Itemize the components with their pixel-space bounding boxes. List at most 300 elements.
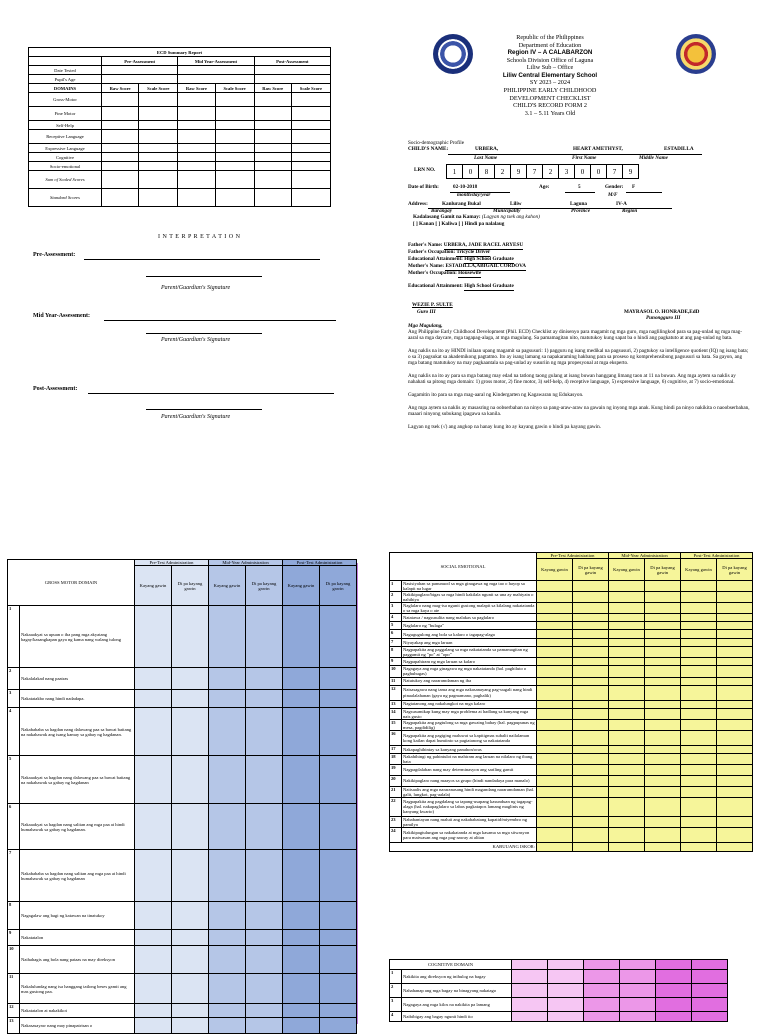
checkbox-cell[interactable]	[645, 603, 681, 614]
gm-item: Naihahagis ang bola nang pataas na may direksyon	[20, 946, 135, 974]
ecd-domain-row: Cognitive	[29, 153, 102, 162]
province-value[interactable]: Laguna	[570, 201, 588, 207]
mother-occ-value[interactable]: Housewife	[458, 270, 482, 276]
ecd-standard-label: Standard Scores	[29, 189, 102, 207]
mother-name-row: Mother's Name: ESTADILLA,ABIGAIL CORDOVA	[408, 263, 526, 269]
checkbox-cell[interactable]	[609, 614, 645, 622]
age-value[interactable]: 5	[578, 184, 581, 190]
group-header: Post-Test Administration	[681, 553, 753, 559]
checkbox-cell[interactable]	[573, 658, 609, 666]
checkbox-cell[interactable]	[717, 719, 753, 730]
checkbox-cell[interactable]	[681, 708, 717, 719]
checkbox-cell[interactable]	[645, 622, 681, 630]
se-item: Naiisaalis ang mga nararanasang hindi magandang nararamdaman (hal. galit, lungkot, pag-aalala)	[402, 786, 537, 797]
checkbox-cell[interactable]	[573, 677, 609, 685]
table-row: 6 Nakaaakyat sa hagdan nang salitan ang mga paa at hindi humahawak sa gabay ng hagdanan.	[8, 804, 357, 850]
checkbox-cell[interactable]	[573, 708, 609, 719]
checkbox-cell[interactable]	[717, 764, 753, 775]
lrn-digit[interactable]: 0	[575, 165, 591, 179]
table-row	[390, 753, 753, 764]
principal-name: MAYRASOL O. HONRADE,EdD	[624, 309, 700, 315]
table-row	[390, 745, 753, 753]
checkbox-cell[interactable]	[609, 753, 645, 764]
se-item: Nagpapakita ang pagiging maluwat sa kapitigmas subalit nailalaman kong kailan dapat humiinto sa pagtatanong sa nakatatanda	[402, 730, 537, 745]
ecd-score-header: Raw Score	[178, 84, 215, 93]
se-item: Nagugugulong ang bola sa kalaro o tagapag-alaga	[402, 630, 537, 639]
gm-item: Nakatatakbo nang hindi nadadapa.	[20, 690, 135, 708]
letter-paragraph: Ang Philippine Early Childhood Development (Phil. ECD) Checklist ay dinisenyo para magamit ng mga guro, mga naglilingkod para sa pag-unlad ng mga mag-aaral sa mga daycare, mga tagapag-alaga, at mga magulang. Sa pamamagitan nito, matutukoy kung sapat ba o hindi ang pagkatuto at ang pag-unlad ng bata.	[408, 328, 742, 341]
checkbox-cell[interactable]	[717, 658, 753, 666]
table-row: 3 Nakatatakbo nang hindi nadadapa.	[8, 690, 357, 708]
checkbox-cell[interactable]	[717, 786, 753, 797]
checkbox-cell[interactable]	[609, 786, 645, 797]
checkbox-cell[interactable]	[609, 708, 645, 719]
barangay-value[interactable]: Kanlurang Bukal	[442, 201, 481, 207]
dob-value[interactable]: 02-10-2018	[453, 184, 478, 190]
mother-edu-value[interactable]: High School Graduate	[464, 283, 514, 289]
checkbox-cell[interactable]	[717, 775, 753, 786]
checkbox-cell[interactable]	[681, 764, 717, 775]
cg-item: Naibibigay ang bagay ngunit hindi ito	[402, 1012, 512, 1022]
checkbox-cell[interactable]	[573, 753, 609, 764]
checkbox-cell[interactable]	[537, 708, 573, 719]
checkbox-cell[interactable]	[645, 775, 681, 786]
barangay-caption: Barangay	[431, 208, 453, 214]
group-header: Mid-Year Administration	[609, 553, 681, 559]
gm-item: Nakaaakyat sa hagdan nang salitan ang mga paa at hindi humahawak sa gabay ng hagdanan.	[20, 804, 135, 850]
checkbox-cell[interactable]	[717, 622, 753, 630]
checkbox-cell[interactable]	[717, 592, 753, 603]
lrn-digit[interactable]: 2	[543, 165, 559, 179]
table-row	[390, 797, 753, 816]
checkbox-cell[interactable]	[537, 745, 573, 753]
table-row: 1 Nakikita ang direksyon ng inihulog na bagay	[390, 970, 728, 984]
checkbox-cell[interactable]	[609, 622, 645, 630]
checkbox-cell[interactable]	[717, 797, 753, 816]
checkbox-cell[interactable]	[537, 639, 573, 647]
checkbox-cell[interactable]	[681, 827, 717, 842]
checkbox-cell[interactable]	[717, 639, 753, 647]
lrn-label: LRN NO.	[414, 167, 436, 173]
checkbox-cell[interactable]	[681, 677, 717, 685]
mother-name-value[interactable]: ESTADILLA,ABIGAIL CORDOVA	[445, 263, 526, 269]
checkbox-cell[interactable]	[645, 797, 681, 816]
checkbox-cell[interactable]	[681, 592, 717, 603]
checkbox-cell[interactable]	[681, 816, 717, 827]
cg-item: Nakikita ang direksyon ng inihulog na bagay	[402, 970, 512, 984]
group-header: Post-Test Administration	[283, 560, 357, 566]
signature-line[interactable]	[146, 276, 262, 277]
checkbox-cell[interactable]	[645, 658, 681, 666]
checkbox-cell[interactable]	[717, 581, 753, 592]
checkbox-cell[interactable]	[717, 666, 753, 677]
checkbox-cell[interactable]	[645, 581, 681, 592]
checkbox-cell[interactable]	[609, 816, 645, 827]
checkbox-cell[interactable]	[537, 666, 573, 677]
row-number: 5	[390, 622, 402, 630]
post-assessment-line[interactable]	[88, 393, 334, 394]
checkbox-cell[interactable]	[537, 603, 573, 614]
socio-profile-label: Socio-demographic Profile	[408, 140, 465, 146]
checkbox-cell[interactable]	[717, 603, 753, 614]
checkbox-cell[interactable]	[609, 603, 645, 614]
lrn-digit[interactable]: 8	[479, 165, 495, 179]
checkbox-cell[interactable]	[681, 775, 717, 786]
table-row: 8 Nagagalaw ang bagi ng katawan na tinatukoy	[8, 902, 357, 930]
gender-format: M/F	[608, 192, 618, 198]
row-number: 24	[390, 827, 402, 842]
checkbox-cell[interactable]	[609, 827, 645, 842]
gender-label: Gender:	[605, 184, 624, 190]
ecd-score-header: Raw Score	[102, 84, 139, 93]
checkbox-cell[interactable]	[573, 614, 609, 622]
checkbox-cell[interactable]	[681, 614, 717, 622]
checkbox-cell[interactable]	[573, 639, 609, 647]
checkbox-cell[interactable]	[681, 603, 717, 614]
checkbox-cell[interactable]	[645, 614, 681, 622]
checkbox-cell[interactable]	[537, 730, 573, 745]
row-number: 20	[390, 775, 402, 786]
table-row	[390, 639, 753, 647]
checkbox-cell[interactable]	[537, 685, 573, 700]
letter-paragraph: Ang naklis na ito ay para sa mga batang may edad na tatlong taong gulang at isang buwan hanggang limang taon at 11 na buwan. Ang mga aytem sa naklis ay nahahati sa pitong mga domain: 1) gross motor, 2) fine motor, 3) self-help, 4) receptive language, 5) expressive language, 6) cognitive, at 7) socio-emotional.	[408, 372, 736, 385]
ecd-score-header: Raw Score	[254, 84, 291, 93]
social-emotional-title: SOCIAL EMOTIONAL	[390, 553, 537, 581]
table-row	[390, 603, 753, 614]
checkbox-cell[interactable]	[609, 677, 645, 685]
se-item: Natatawa / nagsusulita nang malakas sa paglalaro	[402, 614, 537, 622]
row-number: 13	[390, 700, 402, 708]
table-row	[390, 647, 753, 658]
checkbox-cell[interactable]	[573, 603, 609, 614]
checkbox-cell[interactable]	[609, 658, 645, 666]
middle-name-value[interactable]: ESTADILLA	[664, 146, 694, 152]
checkbox-cell[interactable]	[717, 745, 753, 753]
lrn-boxes	[446, 164, 639, 179]
checkbox-cell[interactable]	[537, 622, 573, 630]
lrn-digit[interactable]: 7	[527, 165, 543, 179]
checkbox-cell[interactable]	[573, 816, 609, 827]
ecd-domain-row: Self-Help	[29, 121, 102, 130]
checkbox-cell[interactable]	[645, 764, 681, 775]
social-emotional-rows	[390, 581, 753, 843]
lrn-digit[interactable]: 9	[623, 165, 639, 179]
table-row	[390, 827, 753, 842]
checkbox-cell[interactable]	[717, 685, 753, 700]
father-edu-value[interactable]: High School Graduate	[464, 256, 514, 262]
gm-item: Nakaaakyat sa upuan o iba pang mga akyatang bagay/kasangkapan gaya ng kama nang walang tulong	[20, 606, 135, 668]
letter-paragraph: Gagamitin ito para sa mga mag-aaral ng Kindergarten ng Kagawaran ng Edukasyon.	[408, 391, 584, 398]
checkbox-cell[interactable]	[681, 630, 717, 639]
letter-greeting: Mga Magulang,	[408, 323, 443, 329]
checkbox-cell[interactable]	[681, 730, 717, 745]
checkbox-cell[interactable]	[609, 700, 645, 708]
checkbox-cell[interactable]	[717, 614, 753, 622]
row-number: 12	[390, 685, 402, 700]
checkbox-cell[interactable]	[645, 685, 681, 700]
checkbox-cell[interactable]	[609, 639, 645, 647]
table-row: 4 Nakabababa sa hagdan nang dalawang paa sa bawat baitang na nakahawak ang isang kamay sa gabay ng hagdanan.	[8, 708, 357, 756]
gm-item: Nakasasayaw nang may pinapatrisan o	[20, 1018, 135, 1034]
dob-label: Date of Birth:	[408, 184, 439, 190]
table-row	[390, 730, 753, 745]
checkbox-cell[interactable]	[573, 622, 609, 630]
checkbox-cell[interactable]	[537, 581, 573, 592]
checkbox-cell[interactable]	[537, 658, 573, 666]
checkbox-cell[interactable]	[645, 745, 681, 753]
checkbox-cell[interactable]	[537, 775, 573, 786]
gm-item: Nakaaakyat sa hagdan nang dalawang paa sa bawat baitang na nakahawak sa gabay ng hagdanan	[20, 756, 135, 804]
ecd-score-header: Scale Score	[215, 84, 254, 93]
checkbox-cell[interactable]	[573, 764, 609, 775]
address-label: Address:	[408, 201, 428, 207]
ecd-score-header: Scale Score	[291, 84, 330, 93]
row-number: 21	[390, 786, 402, 797]
checkbox-cell[interactable]	[645, 592, 681, 603]
letter-paragraph: Lagyan ng tsek (√) ang angkop na hanay kung ito ay kayang gawin o hindi pa kayang gawin.	[408, 423, 602, 430]
se-item: Nagtatanong ang nakalungkot na mga kalaro	[402, 700, 537, 708]
gm-item: Nakabababa sa hagdan nang dalawang paa sa bawat baitang na nakahawak ang isang kamay sa gabay ng hagdanan.	[20, 708, 135, 756]
checkbox-cell[interactable]	[681, 745, 717, 753]
checkbox-cell[interactable]	[645, 816, 681, 827]
checkbox-cell[interactable]	[609, 581, 645, 592]
checkbox-cell[interactable]	[717, 816, 753, 827]
se-item: Nagsusumikap kung may mga problema at hadlang sa kanyang mga nais gusto	[402, 708, 537, 719]
checkbox-cell[interactable]	[573, 581, 609, 592]
checkbox-cell[interactable]	[717, 677, 753, 685]
row-number: 19	[390, 764, 402, 775]
checkbox-cell[interactable]	[609, 685, 645, 700]
table-row: 7 Nakabababa sa hagdan nang salitan ang mga paa at hindi humahawak sa gabay ng hagdanan	[8, 850, 357, 902]
last-name-value[interactable]: URBERA,	[475, 146, 499, 152]
checkbox-cell[interactable]	[645, 630, 681, 639]
checkbox-cell[interactable]	[573, 786, 609, 797]
checkbox-cell[interactable]	[537, 719, 573, 730]
row-number: 22	[390, 797, 402, 816]
table-row: 2 Nakalalakad nang paatras	[8, 668, 357, 690]
lrn-digit[interactable]: 2	[495, 165, 511, 179]
checkbox-cell[interactable]	[645, 666, 681, 677]
lrn-digit[interactable]: 9	[511, 165, 527, 179]
checkbox-cell[interactable]	[573, 797, 609, 816]
checkbox-cell[interactable]	[609, 730, 645, 745]
row-number: 4	[390, 614, 402, 622]
se-item: Natutukoy ang nararamdaman ng iba	[402, 677, 537, 685]
gender-value[interactable]: F	[632, 184, 636, 190]
checkbox-cell[interactable]	[717, 730, 753, 745]
checkbox-cell[interactable]	[645, 753, 681, 764]
ecd-domains-label: DOMAINS	[29, 84, 102, 93]
checkbox-cell[interactable]	[609, 764, 645, 775]
checkbox-cell[interactable]	[609, 775, 645, 786]
checkbox-cell[interactable]	[573, 630, 609, 639]
hand-options[interactable]: [ ] Kanan [ ] Kaliwa [ ] Hindi pa nalalaug	[413, 221, 505, 227]
checkbox-cell[interactable]	[573, 745, 609, 753]
checkbox-cell[interactable]	[573, 592, 609, 603]
region-caption: Region	[622, 208, 638, 214]
checkbox-cell[interactable]	[573, 775, 609, 786]
row-number: 18	[390, 753, 402, 764]
checkbox-cell[interactable]	[681, 719, 717, 730]
checkbox-cell[interactable]	[609, 666, 645, 677]
checkbox-cell[interactable]	[681, 647, 717, 658]
row-number: 3	[390, 603, 402, 614]
signature-line[interactable]	[146, 409, 262, 410]
checkbox-cell[interactable]	[681, 666, 717, 677]
table-row	[390, 677, 753, 685]
checkbox-cell[interactable]	[681, 622, 717, 630]
checkbox-cell[interactable]	[537, 816, 573, 827]
checkbox-cell[interactable]	[573, 719, 609, 730]
table-row: 9 Nakatatalon	[8, 930, 357, 946]
checkbox-cell[interactable]	[681, 581, 717, 592]
checkbox-cell[interactable]	[609, 745, 645, 753]
checkbox-cell[interactable]	[645, 786, 681, 797]
checkbox-cell[interactable]	[717, 827, 753, 842]
gm-item: Nakalalakad nang paatras	[20, 668, 135, 690]
checkbox-cell[interactable]	[681, 685, 717, 700]
post-assessment-label: Post-Assessment:	[33, 386, 78, 392]
table-row: 12 Nakatatalon at nakakikot	[8, 1004, 357, 1018]
se-item: Nagpagdalaban nang may determinasyon ang sariling gamit	[402, 764, 537, 775]
row-number: 10	[390, 666, 402, 677]
checkbox-cell[interactable]	[573, 730, 609, 745]
signature-line[interactable]	[146, 333, 262, 334]
social-emotional-table: SOCIAL EMOTIONAL Pre-Test Administration Mid-Year Administration Post-Test Administration Kayang gawin Di pa kayang gawin Kayang gawin Di pa kayang gawin Kayang gawin Di pa kayang gawin 1 Nasisiyahan sa panunuod sa mga ginagawa ng mga tao o hayop sa kalapit na lugar 2 Nakikipaglaro/bigas sa mga hindi kakilala ngunit sa una ay mahiyain o nahihiya 3 Naglalaro nang mag-isa ngunit gustong malapit sa kilalang nakatatanda o sa mga kaya o ate 4 Natatawa / nagsusulita nang malakas sa paglalaro 5 Naglalaro ng "bulaga" 6 Nagugugulong ang bola sa kalaro o tagapag-alaga 7 Niyayakap ang mga laruan 8 Nagpapakita ang paggalang sa mga nakatatanda sa pamamagitan ng paggamit ng "po" at "opo" 9 Nagpapahiram ng mga laruan sa kalaro 10 Nagagaya ang mga ginagawa ng mga nakatatanda (hal. paghiluto o paghuhugas) 11 Natutukoy ang nararamdaman ng iba 12 Naisasagawa nang tama ang mga nakasanayang pag-uugali nang hindi pinaalalahanan (gaya ng pagmamano, paghalik) 13 Nagtatanong ang nakalungkot na mga kalaro 14 Nagsusumikap kung may mga problema at hadlang sa kanyang mga nais gusto 15 Nagpapakita ang pagtulong sa mga gawaing bahay (hal. pagpupunas ng mesa, pagdidilig) 16 Nagpapakita ang pagiging maluwat sa kapitigmas subalit nailalaman kong kailan dapat humiinto sa pagtatanong sa nakatatanda 17 Nakapaghihintay sa kanyang panahon/oras 18 Nakahihingi ng pahintulot na mahiram ang laruan na nilalaro ng ibang bata 19 Nagpagdalaban nang may determinasyon ang sariling gamit 20 Nakikipaglaro nang maayos sa grupo (hindi nandadaya para manalo) 21 Naiisaalis ang mga nararanasang hindi magandang nararamdaman (hal. galit, lungkot, pag-aalala) 22 Nagpapakita ang pagdalang sa tapang-usapang kasunduan ng tagapag-alaga (hal. nakapaglalaro sa labas pagkatapos lamang maglinis ng kanyang kwarto) 23 Nababantayan nang maluti ang nakababatang kapatid/miyembro ng pamilya 24 Nakikipagtulungan sa nakakatanda at mga kasama sa mga sitwasyon para maiwasan ang mga pag-aaway at alitan KABUUANG ISKOR:	[389, 552, 753, 852]
checkbox-cell[interactable]	[609, 630, 645, 639]
row-number: 17	[390, 745, 402, 753]
table-row: 5 Nakaaakyat sa hagdan nang dalawang paa sa bawat baitang na nakahawak sa gabay ng hagdanan	[8, 756, 357, 804]
table-row: 3 Nagagaya ang mga kilos na nakikita pa lamang	[390, 998, 728, 1012]
table-row: 11 Nakalulundag nang isa hanggang tatlong beses gamit ang mas gustong paa.	[8, 974, 357, 1004]
checkbox-cell[interactable]	[537, 677, 573, 685]
father-occ-row: Father's Occupation: Tricycle Driver	[408, 249, 491, 255]
table-row	[390, 700, 753, 708]
checkbox-cell[interactable]	[609, 647, 645, 658]
checkbox-cell[interactable]	[717, 700, 753, 708]
total-label: KABUUANG ISKOR:	[390, 842, 537, 851]
checkbox-cell[interactable]	[717, 647, 753, 658]
pre-assessment-line[interactable]	[84, 259, 320, 260]
ecd-score-header: Scale Score	[139, 84, 178, 93]
signature-label: Parent/Guardian's Signature	[161, 414, 231, 420]
checkbox-cell[interactable]	[573, 666, 609, 677]
table-row	[390, 630, 753, 639]
checkbox-cell[interactable]	[609, 592, 645, 603]
checkbox-cell[interactable]	[645, 700, 681, 708]
checkbox-cell[interactable]	[681, 797, 717, 816]
ecd-domain-row: Expressive Language	[29, 144, 102, 153]
se-item: Niyayakap ang mga laruan	[402, 639, 537, 647]
table-row	[390, 592, 753, 603]
checkbox-cell[interactable]	[645, 730, 681, 745]
checkbox-cell[interactable]	[645, 708, 681, 719]
checkbox-cell[interactable]	[537, 630, 573, 639]
checkbox-cell[interactable]	[537, 592, 573, 603]
middle-name-caption: Middle Name	[639, 155, 668, 161]
checkbox-cell[interactable]	[537, 700, 573, 708]
lrn-digit[interactable]: 7	[607, 165, 623, 179]
checkbox-cell[interactable]	[573, 685, 609, 700]
table-row	[390, 614, 753, 622]
checkbox-cell[interactable]	[681, 639, 717, 647]
first-name-caption: First Name	[572, 155, 597, 161]
checkbox-cell[interactable]	[609, 797, 645, 816]
checkbox-cell[interactable]	[645, 647, 681, 658]
se-item: Nakahihingi ng pahintulot na mahiram ang laruan na nilalaro ng ibang bata	[402, 753, 537, 764]
checkbox-cell[interactable]	[573, 827, 609, 842]
gm-item: Nagagalaw ang bagi ng katawan na tinatukoy	[20, 902, 135, 930]
checkbox-cell[interactable]	[573, 647, 609, 658]
checkbox-cell[interactable]	[717, 630, 753, 639]
gm-item: Nakatatalon	[20, 930, 135, 946]
checkbox-cell[interactable]	[537, 614, 573, 622]
checkbox-cell[interactable]	[537, 827, 573, 842]
parents-letter	[408, 324, 750, 431]
mother-edu-row: Educational Attainment: High School Graduate	[408, 283, 514, 289]
table-row	[390, 786, 753, 797]
cg-item: Nahahanap ang mga bagay na binagyang nakatago	[402, 984, 512, 998]
checkbox-cell[interactable]	[573, 700, 609, 708]
region-value[interactable]: IV-A	[616, 201, 627, 207]
checkbox-cell[interactable]	[537, 753, 573, 764]
checkbox-cell[interactable]	[681, 753, 717, 764]
total-row	[390, 842, 753, 851]
se-item: Nakikipagtulungan sa nakakatanda at mga kasama sa mga sitwasyon para maiwasan ang mga pag-aaway at alitan	[402, 827, 537, 842]
table-row	[390, 764, 753, 775]
se-item: Nagpapahiram ng mga laruan sa kalaro	[402, 658, 537, 666]
checkbox-cell[interactable]	[537, 786, 573, 797]
checkbox-cell[interactable]	[537, 647, 573, 658]
row-number: 7	[390, 639, 402, 647]
deped-seal-icon	[433, 34, 473, 74]
ecd-domain-row: Receptive Language	[29, 130, 102, 144]
checkbox-cell[interactable]	[645, 827, 681, 842]
ecd-summary-table	[28, 47, 331, 207]
gm-item: Nakalulundag nang isa hanggang tatlong beses gamit ang mas gustong paa.	[20, 974, 135, 1004]
lrn-digit[interactable]: 1	[447, 165, 463, 179]
mid-assessment-line[interactable]	[104, 320, 336, 321]
lrn-digit[interactable]: 0	[463, 165, 479, 179]
group-header: Pre-Test Administration	[135, 560, 209, 566]
checkbox-cell[interactable]	[681, 786, 717, 797]
checkbox-cell[interactable]	[537, 797, 573, 816]
checkbox-cell[interactable]	[645, 677, 681, 685]
teacher-name: WEZIE P. SULTE	[412, 302, 453, 308]
lrn-digit[interactable]: 0	[591, 165, 607, 179]
checkbox-cell[interactable]	[681, 658, 717, 666]
father-name-value[interactable]: URBERA, JADE RACEL ARYESU	[443, 242, 524, 248]
checkbox-cell[interactable]	[681, 700, 717, 708]
se-item: Naisasagawa nang tama ang mga nakasanayang pag-uugali nang hindi pinaalalahanan (gaya ng pagmamano, paghalik)	[402, 685, 537, 700]
checkbox-cell[interactable]	[609, 719, 645, 730]
ecd-phase-post: Post-Assessment	[254, 57, 330, 66]
lrn-digit[interactable]: 3	[559, 165, 575, 179]
first-name-value[interactable]: HEART AMETHYST,	[573, 146, 623, 152]
checkbox-cell[interactable]	[645, 719, 681, 730]
table-row: 4 Naibibigay ang bagay ngunit hindi ito	[390, 1012, 728, 1022]
teacher-title: Guro III	[417, 309, 436, 315]
se-item: Nasisiyahan sa panunuod sa mga ginagawa ng mga tao o hayop sa kalapit na lugar	[402, 581, 537, 592]
checkbox-cell[interactable]	[537, 764, 573, 775]
checkbox-cell[interactable]	[717, 708, 753, 719]
se-item: Nakikipaglaro/bigas sa mga hindi kakilala ngunit sa una ay mahiyain o nahihiya	[402, 592, 537, 603]
checkbox-cell[interactable]	[717, 753, 753, 764]
letter-paragraph: Ang mga aytem sa naklis ay masasring na oobserbahan na ninyo sa pang-araw-araw na gawain ng inyong mga anak. Kung hindi pa ninyo nakikita o naoobserbahan, maaari ninyong subukang ipagawa sa kanila.	[408, 404, 750, 417]
checkbox-cell[interactable]	[645, 639, 681, 647]
municipality-value[interactable]: Liliw	[510, 201, 522, 207]
father-occ-value[interactable]: Tricycle Driver	[456, 249, 491, 255]
